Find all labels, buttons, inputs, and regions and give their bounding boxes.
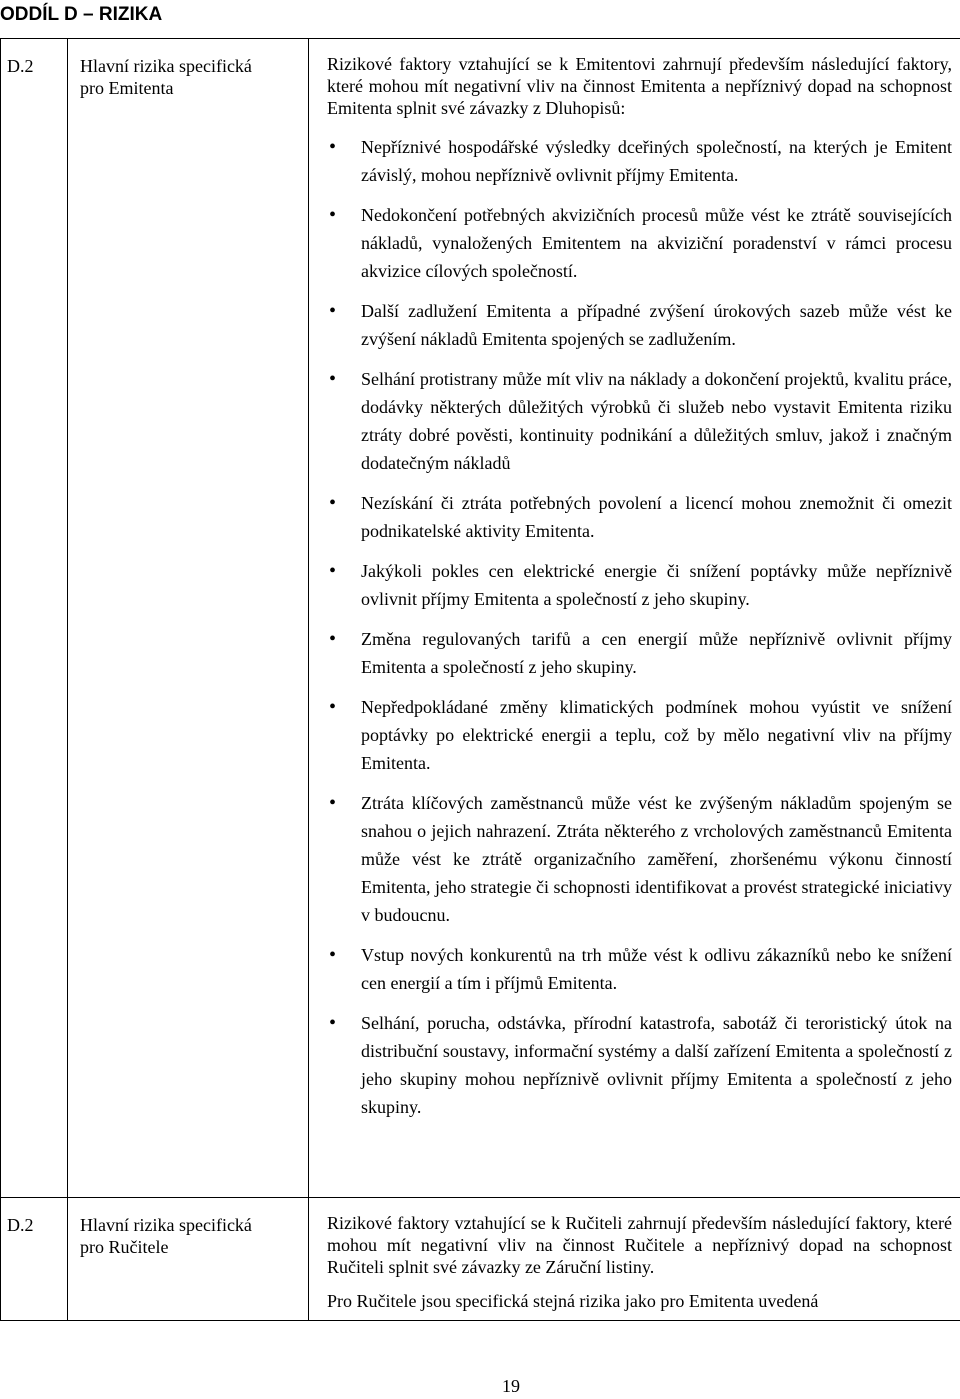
list-item: • Vstup nových konkurentů na trh může vést k odlivu zákazníků nebo ke snížení cen energií a tím i příjmů Emitenta.	[327, 941, 952, 997]
list-item: • Jakýkoli pokles cen elektrické energie či snížení poptávky může nepříznivě ovlivnit příjmy Emitenta a společností z jeho skupiny.	[327, 557, 952, 613]
risk-table	[0, 38, 960, 1321]
page-number: 19	[502, 1376, 520, 1396]
section-label-line: pro Ručitele	[80, 1237, 169, 1257]
section-number: D.2	[7, 56, 34, 76]
list-item: • Ztráta klíčových zaměstnanců může vést ke zvýšeným nákladům spojeným se snahou o jejich nahrazení. Ztráta některého z vrcholových zaměstnanců Emitenta může vést ke ztrátě organizačního zaměření, zhoršenému výkonu činností Emitenta, jeho strategie či schopnosti identifikovat a provést strategické iniciativy v budoucnu.	[327, 789, 952, 929]
section-body-cell	[309, 1198, 960, 1321]
list-item: • Další zadlužení Emitenta a případné zvýšení úrokových sazeb může vést ke zvýšení nákladů Emitenta spojených se zadlužením.	[327, 297, 952, 353]
section-number-cell	[1, 39, 68, 1198]
section-label-line: pro Emitenta	[80, 78, 174, 98]
table-row	[1, 1198, 960, 1321]
risk-list	[327, 133, 952, 1121]
section-label-line: Hlavní rizika specifická	[80, 1215, 252, 1235]
list-item: • Selhání protistrany může mít vliv na náklady a dokončení projektů, kvalitu práce, dodávky některých důležitých výrobků či služeb nebo vystavit Emitenta riziku ztráty dobré pověsti, kontinuity podnikání a důležitých smluv, jakož i značným dodatečným nákladů	[327, 365, 952, 477]
list-item: • Nezískání či ztráta potřebných povolení a licencí mohou znemožnit či omezit podnikatelské aktivity Emitenta.	[327, 489, 952, 545]
section-heading: ODDÍL D – RIZIKA	[0, 4, 163, 25]
section-label-cell	[68, 39, 309, 1198]
table-row	[1, 39, 960, 1198]
section-number-cell	[1, 1198, 68, 1321]
intro-paragraph: Rizikové faktory vztahující se k Emitentovi zahrnují především následující faktory, které mohou mít negativní vliv na činnost Emitenta a nepříznivý dopad na schopnost Emitenta splnit své závazky z Dluhopisů:	[327, 54, 952, 118]
list-item: • Selhání, porucha, odstávka, přírodní katastrofa, sabotáž či teroristický útok na distribuční soustavy, informační systémy a další zařízení Emitenta a společností z jeho skupiny mohou nepříznivě ovlivnit příjmy Emitenta a společností z jeho skupiny.	[327, 1009, 952, 1121]
section-label-line: Hlavní rizika specifická	[80, 56, 252, 76]
list-item: • Nedokončení potřebných akvizičních procesů může vést ke ztrátě souvisejících nákladů, vynaložených Emitentem na akviziční poradenství v rámci procesu akvizice cílových společností.	[327, 201, 952, 285]
section-number: D.2	[7, 1215, 34, 1235]
section-body-cell	[309, 39, 960, 1198]
intro-paragraph: Rizikové faktory vztahující se k Ručiteli zahrnují především následující faktory, které mohou mít negativní vliv na činnost Ručitele a nepříznivý dopad na schopnost Ručiteli splnit své závazky ze Záruční listiny.	[327, 1213, 952, 1277]
list-item: • Nepříznivé hospodářské výsledky dceřiných společností, na kterých je Emitent závislý, mohou nepříznivě ovlivnit příjmy Emitenta.	[327, 133, 952, 189]
list-item: • Změna regulovaných tarifů a cen energií může nepříznivě ovlivnit příjmy Emitenta a společností z jeho skupiny.	[327, 625, 952, 681]
section-label-cell	[68, 1198, 309, 1321]
continuation-paragraph: Pro Ručitele jsou specifická stejná rizika jako pro Emitenta uvedená	[327, 1291, 819, 1311]
list-item: • Nepředpokládané změny klimatických podmínek mohou vyústit ve snížení poptávky po elektrické energii a teplu, což by mělo negativní vliv na příjmy Emitenta.	[327, 693, 952, 777]
